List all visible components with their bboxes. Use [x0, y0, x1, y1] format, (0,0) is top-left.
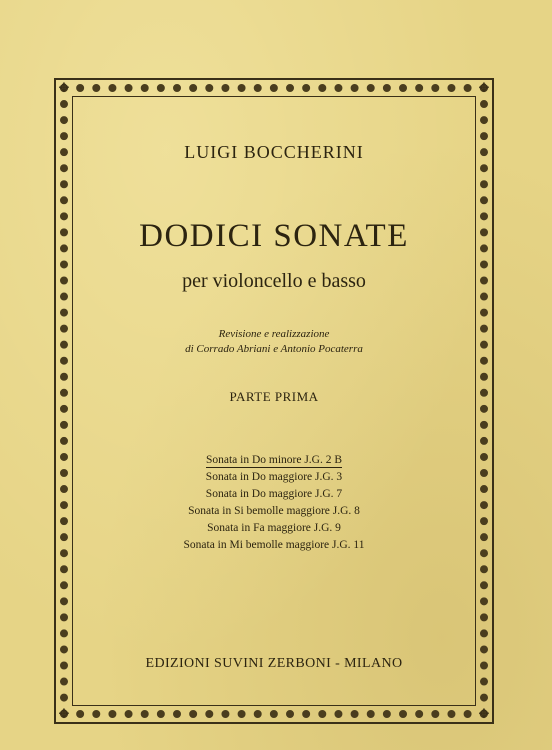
work-subtitle: per violoncello e basso: [182, 270, 366, 292]
list-item: [74, 452, 474, 469]
revision-credits: [74, 327, 474, 357]
list-item: Sonata in Do maggiore J.G. 7: [205, 488, 343, 500]
sonata-title: Sonata in Do minore J.G. 2 B: [205, 454, 343, 466]
corner-ornament-icon: ✥: [478, 80, 490, 95]
corner-ornament-icon: ✥: [58, 80, 70, 95]
list-item: Sonata in Do maggiore J.G. 3: [205, 471, 343, 483]
corner-ornament-icon: ✥: [58, 706, 70, 721]
sonata-list: [74, 452, 474, 554]
revision-editors: di Corrado Abriani e Antonio Pocaterra: [185, 343, 363, 355]
cover-content: [74, 100, 474, 700]
composer-name: LUIGI BOCCHERINI: [184, 142, 364, 162]
list-item: Sonata in Fa maggiore J.G. 9: [207, 522, 341, 534]
revision-line: Revisione e realizzazione: [218, 328, 330, 340]
work-title: DODICI SONATE: [139, 218, 409, 254]
list-item: Sonata in Si bemolle maggiore J.G. 8: [188, 505, 360, 517]
corner-ornament-icon: ✥: [478, 706, 490, 721]
part-label: PARTE PRIMA: [229, 389, 319, 404]
list-item: Sonata in Mi bemolle maggiore J.G. 11: [183, 539, 365, 551]
publisher-name: EDIZIONI SUVINI ZERBONI - MILANO: [145, 656, 403, 671]
